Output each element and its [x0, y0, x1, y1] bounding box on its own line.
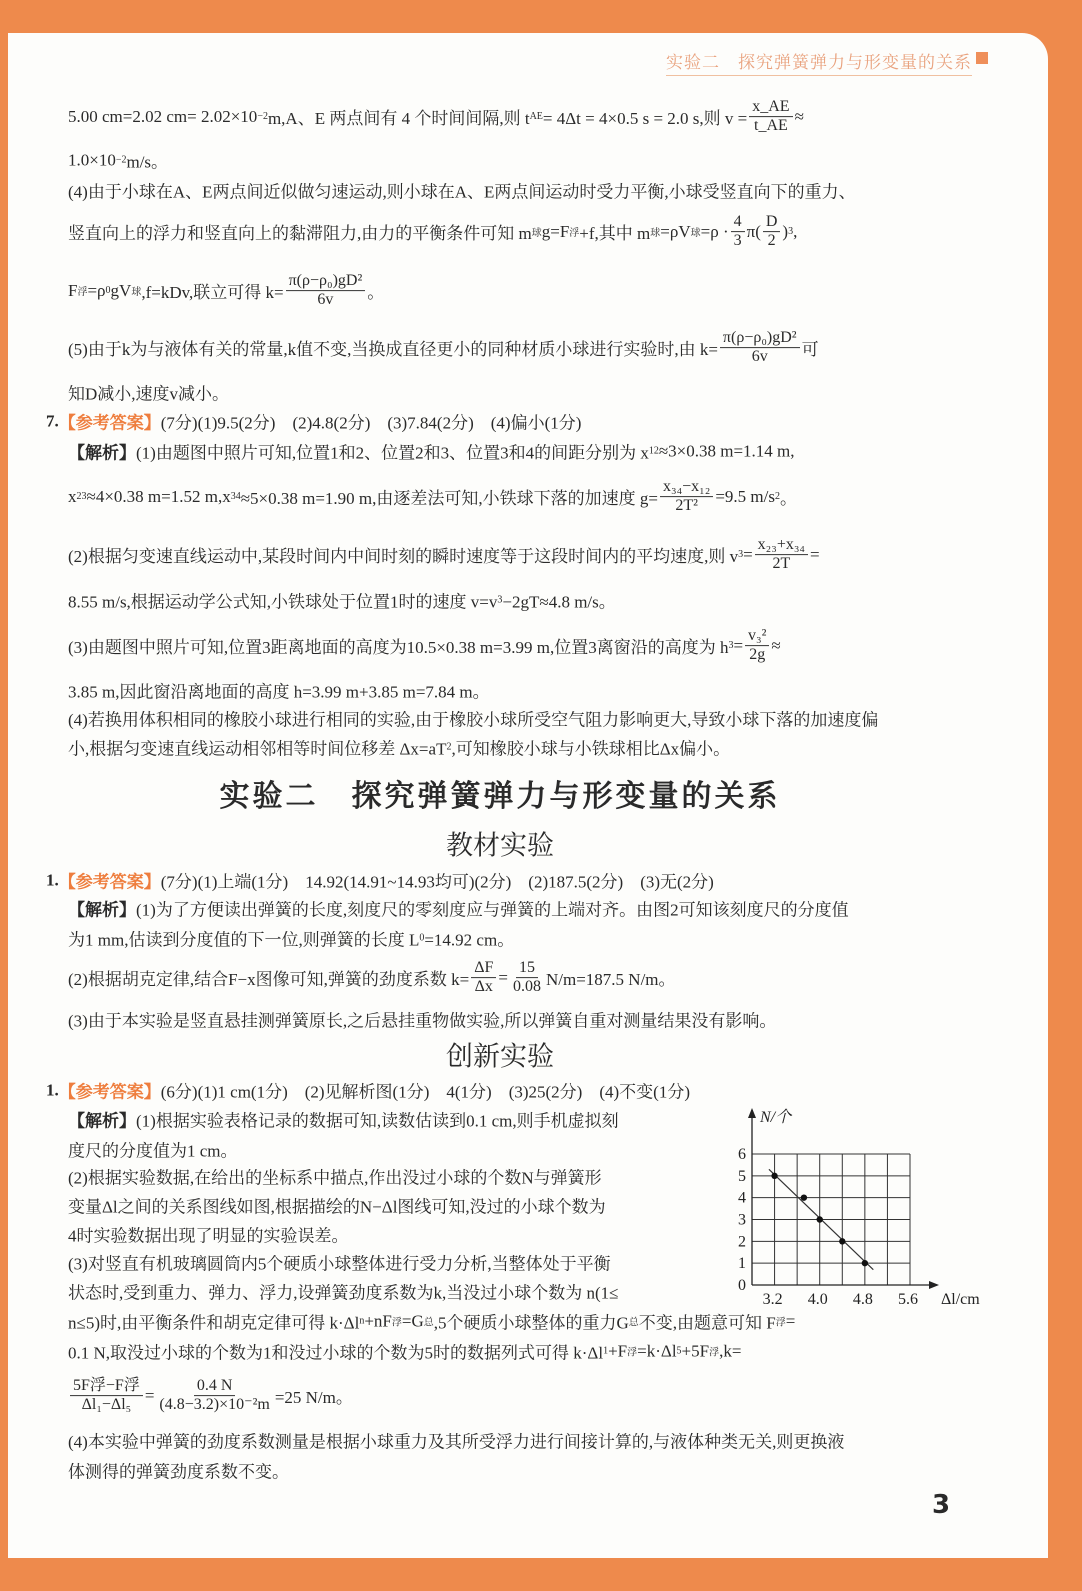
- text-line: [46, 868, 714, 893]
- text-line: [68, 1107, 619, 1132]
- numerator: x₃₄−x₁₂: [660, 478, 713, 497]
- subscript: 总: [423, 1317, 434, 1329]
- bold-label: 【解析】: [68, 1111, 136, 1131]
- text-run: (3)由于本实验是竖直悬挂测弹簧原长,之后悬挂重物做实验,所以弹簧自重对测量结果没有影响。: [68, 1011, 777, 1031]
- text-run: =14.92 cm。: [424, 930, 515, 950]
- text-run: 0.1 N,取没过小球的个数为1和没过小球的个数为5时的数据列式可得 k·Δl: [68, 1343, 604, 1363]
- denominator: Δx: [474, 978, 493, 996]
- text-run: gV: [110, 281, 132, 300]
- subscript: 浮: [627, 1347, 638, 1359]
- text-line: [68, 959, 676, 997]
- text-run: =: [144, 1386, 155, 1405]
- numerator: x_AE: [749, 98, 792, 117]
- text-run: =9.5 m/s: [715, 487, 775, 506]
- text-line: [68, 1137, 238, 1162]
- numerator: x₂₃+x₃₄: [755, 536, 808, 555]
- text-run: = 4Δt = 4×0.5 s = 2.0 s,则 v =: [542, 109, 748, 129]
- text-run: ,: [793, 222, 798, 241]
- text-run: F: [68, 281, 78, 300]
- subscript: 球: [131, 287, 142, 299]
- text-run: 。: [780, 489, 797, 509]
- text-run: (4)若换用体积相同的橡胶小球进行相同的实验,由于橡胶小球所受空气阻力影响更大,导致小球下落的加速度偏: [68, 710, 879, 730]
- text-run: 4时实验数据出现了明显的实验误差。: [68, 1226, 349, 1246]
- text-run: =ρ: [87, 281, 106, 300]
- y-tick-label: 6: [738, 1146, 746, 1163]
- text-run: =: [498, 968, 508, 987]
- header-marker-icon: [976, 52, 988, 64]
- subscript: 1: [603, 1345, 609, 1357]
- text-run: 。: [367, 283, 385, 303]
- numerator: D: [763, 213, 781, 232]
- text-run: =25 N/m。: [274, 1388, 353, 1408]
- text-run: g=F: [541, 222, 570, 241]
- text-line: [68, 1164, 602, 1189]
- y-tick-label: 5: [738, 1167, 746, 1185]
- denominator: 2T: [772, 555, 791, 573]
- text-line: [68, 148, 168, 173]
- text-run: =: [733, 636, 744, 655]
- text-line: [68, 1309, 795, 1334]
- text-line: [68, 213, 797, 251]
- fraction: [755, 536, 808, 574]
- fraction: [510, 959, 544, 997]
- numerator: π(ρ−ρ₀)gD²: [720, 329, 800, 348]
- text-run: (4)本实验中弹簧的劲度系数测量是根据小球重力及其所受浮力进行间接计算的,与液体种类无关,则更换液: [68, 1432, 845, 1452]
- subscript: 5: [676, 1345, 682, 1357]
- text-line: [68, 380, 229, 405]
- text-line: [68, 1193, 606, 1218]
- text-line: [46, 409, 581, 434]
- subscript: 球: [531, 228, 542, 240]
- text-run: +f,其中 m: [579, 224, 651, 244]
- text-run: (3)对竖直有机玻璃圆筒内5个硬质小球整体进行受力分析,当整体处于平衡: [68, 1254, 611, 1274]
- subscript: 浮: [391, 1317, 402, 1329]
- subscript: 球: [690, 228, 701, 240]
- subscript: 3: [738, 549, 744, 561]
- numerator: 5F浮−F浮: [70, 1377, 143, 1396]
- fraction: [471, 959, 496, 997]
- text-line: [46, 1078, 690, 1103]
- text-run: +F: [608, 1341, 628, 1360]
- subscript: n: [359, 1315, 365, 1327]
- text-run: (2)根据实验数据,在给出的坐标系中描点,作出没过小球的个数N与弹簧形: [68, 1168, 602, 1188]
- fraction: [156, 1377, 272, 1415]
- data-point: [862, 1260, 868, 1266]
- subscript: 总: [628, 1317, 639, 1329]
- text-line: [68, 706, 878, 731]
- y-tick-label: 4: [738, 1189, 746, 1207]
- text-run: ,f=kDv,联立可得 k=: [141, 283, 284, 303]
- superscript: −2: [115, 154, 127, 166]
- text-run: 度尺的分度值为1 cm。: [68, 1141, 238, 1161]
- text-run: 可: [801, 340, 819, 360]
- denominator: 2T²: [675, 497, 698, 515]
- text-line: [68, 478, 797, 516]
- subscript: 3: [728, 640, 734, 652]
- x-tick-label: 5.6: [898, 1291, 918, 1308]
- reference-answer-label: 【参考答案】: [58, 872, 161, 892]
- text-run: 1.0×10: [68, 150, 116, 169]
- text-run: 状态时,受到重力、弹力、浮力,设弹簧劲度系数为k,当没过小球个数为 n(1≤: [68, 1283, 619, 1303]
- y-tick-label: 0: [738, 1277, 746, 1294]
- fraction: [286, 272, 366, 310]
- text-run: (1)由题图中照片可知,位置1和2、位置2和3、位置3和4的间距分别为 x: [136, 443, 649, 463]
- text-run: (4)由于小球在A、E两点间近似做匀速运动,则小球在A、E两点间运动时受力平衡,小球受竖直向下的重力、: [68, 182, 856, 202]
- text-run: 竖直向上的浮力和竖直向上的黏滞阻力,由力的平衡条件可知 m: [68, 224, 532, 244]
- bold-label: 7.: [46, 411, 59, 430]
- text-run: (2)根据胡克定律,结合F−x图像可知,弹簧的劲度系数 k=: [68, 970, 470, 990]
- text-run: 不变,由题意可知 F: [638, 1313, 776, 1333]
- text-run: π(: [746, 222, 761, 241]
- fraction: [660, 478, 713, 516]
- text-run: =G: [401, 1311, 424, 1330]
- text-line: [68, 926, 514, 951]
- text-run: ,5个硬质小球整体的重力G: [433, 1313, 629, 1333]
- text-run: ,k=: [719, 1341, 742, 1360]
- bold-label: 【解析】: [68, 443, 136, 463]
- x-tick-label: 3.2: [762, 1291, 783, 1308]
- denominator: 2g: [749, 646, 766, 664]
- text-line: [68, 1377, 353, 1415]
- text-line: [68, 1279, 619, 1304]
- denominator: 3: [733, 232, 742, 250]
- fraction: [749, 98, 792, 136]
- y-axis-arrow-icon: [748, 1108, 756, 1118]
- subscript: 球: [650, 228, 661, 240]
- n-vs-dl-chart: [715, 1100, 985, 1308]
- fraction: [745, 627, 769, 665]
- data-point: [771, 1173, 777, 1179]
- text-line: [68, 1428, 844, 1453]
- text-run: =ρ ·: [700, 222, 729, 241]
- fraction: [763, 213, 781, 251]
- text-run: (7分)(1)上端(1分) 14.92(14.91~14.93均可)(2分) (2)187.5(2分) (3)无(2分): [160, 872, 714, 892]
- text-line: [68, 896, 849, 921]
- text-line: [68, 1222, 349, 1247]
- text-line: [68, 1250, 611, 1275]
- text-run: ,可知橡胶小球与小铁球相比Δx偏小。: [451, 739, 731, 759]
- text-run: 3.85 m,因此窗沿离地面的高度 h=3.99 m+3.85 m=7.84 m。: [68, 682, 490, 702]
- text-line: [68, 678, 490, 703]
- page-number: 3: [932, 1490, 951, 1520]
- text-line: [68, 178, 856, 203]
- superscript: −2: [257, 111, 268, 123]
- text-run: (2)根据匀变速直线运动中,某段时间内中间时刻的瞬时速度等于这段时间内的平均速度,则 v: [68, 547, 739, 567]
- y-tick-label: 3: [738, 1211, 746, 1229]
- numerator: 15: [516, 959, 538, 978]
- section-title: 实验二 探究弹簧弹力与形变量的关系: [219, 779, 781, 814]
- fraction: [731, 213, 745, 251]
- text-run: x: [68, 487, 77, 506]
- denominator: Δl₁−Δl₅: [81, 1396, 132, 1414]
- text-run: (1)根据实验表格记录的数据可知,读数估读到0.1 cm,则手机虚拟刻: [136, 1111, 619, 1131]
- numerator: ΔF: [471, 959, 496, 978]
- text-run: 变量Δl之间的关系图线如图,根据描绘的N−Δl图线可知,没过的小球个数为: [68, 1197, 606, 1217]
- text-run: (5)由于k为与液体有关的常量,k值不变,当换成直径更小的同种材质小球进行实验时,由 k=: [68, 340, 718, 360]
- text-run: ≈5×0.38 m=1.90 m,由逐差法可知,小铁球下落的加速度 g=: [240, 489, 658, 509]
- data-point: [817, 1216, 823, 1222]
- x-axis-label: Δl/cm: [941, 1291, 980, 1308]
- y-tick-label: 2: [738, 1233, 746, 1251]
- fraction: [70, 1377, 143, 1415]
- superscript: 2: [775, 491, 780, 503]
- text-line: [68, 329, 819, 367]
- subscript: 34: [230, 491, 241, 503]
- subscript: 12: [648, 445, 659, 457]
- text-run: 5.00 cm=2.02 cm= 2.02×10: [68, 107, 258, 126]
- text-line: [68, 588, 616, 613]
- text-run: 知D减小,速度v减小。: [68, 384, 230, 404]
- text-run: 小,根据匀变速直线运动相邻相等时间位移差 Δx=aT: [68, 739, 447, 759]
- text-run: +5F: [681, 1341, 710, 1360]
- denominator: 0.08: [512, 978, 541, 996]
- text-run: =k·Δl: [637, 1341, 677, 1360]
- bold-label: 1.: [46, 870, 59, 889]
- running-header: 实验二 探究弹簧弹力与形变量的关系: [666, 48, 972, 76]
- text-line: [68, 1339, 741, 1364]
- subscript: 23: [76, 491, 87, 503]
- subscript: AE: [529, 111, 543, 123]
- subscript: 浮: [709, 1347, 720, 1359]
- x-axis-arrow-icon: [929, 1281, 939, 1289]
- numerator: v₃²: [745, 627, 769, 646]
- x-tick-label: 4.8: [852, 1291, 873, 1308]
- text-run: ≈3×0.38 m=1.14 m,: [658, 441, 795, 460]
- data-point: [801, 1194, 807, 1200]
- bold-label: 【解析】: [68, 900, 136, 920]
- y-tick-label: 1: [738, 1255, 746, 1273]
- subscript: 0: [419, 932, 425, 944]
- text-run: n≤5)时,由平衡条件和胡克定律可得 k·Δl: [68, 1313, 360, 1333]
- bold-label: 1.: [46, 1080, 59, 1099]
- superscript: 2: [446, 741, 452, 753]
- subscript: 浮: [569, 228, 580, 240]
- text-run: 体测得的弹簧劲度系数不变。: [68, 1462, 289, 1482]
- numerator: 0.4 N: [194, 1377, 236, 1396]
- text-run: m/s。: [126, 152, 169, 172]
- text-run: =: [743, 545, 753, 564]
- y-axis-label: N/个: [760, 1109, 792, 1126]
- numerator: π(ρ−ρ₀)gD²: [286, 272, 366, 291]
- text-line: [68, 1007, 776, 1032]
- text-run: (7分)(1)9.5(2分) (2)4.8(2分) (3)7.84(2分) (4)偏小(1分): [160, 413, 582, 433]
- subscript: 0: [105, 285, 111, 297]
- reference-answer-label: 【参考答案】: [58, 1082, 161, 1102]
- superscript: 3: [788, 226, 794, 238]
- text-line: [68, 272, 384, 310]
- text-run: (1)为了方便读出弹簧的长度,刻度尺的零刻度应与弹簧的上端对齐。由图2可知该刻度尺的分度值: [136, 900, 849, 920]
- text-line: [68, 439, 795, 464]
- text-run: =: [810, 545, 820, 564]
- denominator: (4.8−3.2)×10⁻²m: [159, 1396, 270, 1414]
- denominator: t_AE: [754, 117, 788, 135]
- subsection-textbook-experiment: 教材实验: [446, 830, 554, 862]
- text-run: 8.55 m/s,根据运动学公式知,小铁球处于位置1时的速度 v=v: [68, 592, 498, 612]
- text-run: N/m=187.5 N/m。: [545, 970, 676, 990]
- data-point: [839, 1238, 845, 1244]
- numerator: 4: [731, 213, 745, 232]
- text-run: +nF: [364, 1311, 392, 1330]
- text-run: ≈: [771, 636, 781, 655]
- subscript: 3: [497, 594, 503, 606]
- text-run: m,A、E 两点间有 4 个时间间隔,则 t: [267, 109, 530, 129]
- text-run: =: [785, 1311, 796, 1330]
- text-run: 为1 mm,估读到分度值的下一位,则弹簧的长度 L: [68, 930, 420, 950]
- text-run: (3)由题图中照片可知,位置3距离地面的高度为10.5×0.38 m=3.99 m,位置3离窗沿的高度为 h: [68, 638, 729, 658]
- text-line: [68, 536, 820, 574]
- text-run: ≈: [794, 107, 804, 126]
- subscript: 浮: [77, 287, 88, 299]
- denominator: 6v: [317, 291, 334, 309]
- subsection-innovative-experiment: 创新实验: [446, 1041, 554, 1073]
- x-tick-label: 4.0: [807, 1291, 828, 1308]
- text-line: [68, 735, 730, 760]
- reference-answer-label: 【参考答案】: [58, 413, 161, 433]
- fraction: [720, 329, 800, 367]
- text-run: =ρV: [660, 222, 691, 241]
- subscript: 浮: [775, 1317, 786, 1329]
- text-line: [68, 627, 781, 665]
- text-run: ): [782, 222, 789, 241]
- text-line: [68, 98, 804, 136]
- denominator: 6v: [751, 348, 768, 366]
- text-run: −2gT≈4.8 m/s。: [502, 592, 616, 612]
- text-run: ≈4×0.38 m=1.52 m,x: [86, 487, 231, 506]
- text-line: [68, 1458, 289, 1483]
- denominator: 2: [767, 232, 776, 250]
- text-run: (6分)(1)1 cm(1分) (2)见解析图(1分) 4(1分) (3)25(2分) (4)不变(1分): [160, 1082, 690, 1102]
